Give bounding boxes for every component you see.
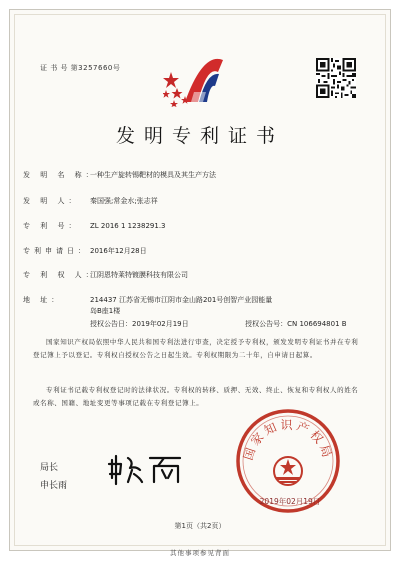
field-value: 江阴恩特莱特镀膜科技有限公司: [90, 271, 188, 279]
footer-note: 其他事项参见背面: [170, 549, 230, 557]
field-value: 一种生产旋转锡靶材的模具及其生产方法: [90, 171, 216, 179]
field-address-continued: [23, 306, 120, 316]
signatory-name: 申长雨: [40, 481, 68, 491]
field-patent-number: [23, 221, 166, 231]
field-value: 214437 江苏省无锡市江阴市金山路201号创智产业园能量: [90, 296, 273, 304]
field-application-date: [23, 246, 147, 256]
field-value: 岛B座1楼: [90, 307, 121, 315]
qr-code-icon: [316, 58, 356, 98]
field-invention-title: [23, 170, 216, 180]
cnipa-emblem-icon: [163, 52, 233, 107]
grant-publication-number: 授权公告号：CN 106694801 B: [245, 320, 347, 328]
field-label: 专 利 权 人：: [23, 271, 97, 279]
paragraph-grant-statement: 国家知识产权局依照中华人民共和国专利法进行审查，决定授予专利权，颁发发明专利证书并在专利登记簿上予以登记。专利权自授权公告之日起生效。专利权期限为二十年，自申请日起算。: [33, 338, 359, 359]
seal-text: 国家知识产权局: [240, 418, 336, 462]
grant-date: 授权公告日：2019年02月19日: [90, 320, 189, 328]
certificate-title: 发明专利证书: [115, 125, 284, 147]
field-label: 发 明 名 称：: [23, 171, 97, 179]
field-label: 专利申请日：: [23, 247, 89, 255]
certificate-number: 证 书 号 第3257660号: [40, 64, 121, 72]
page-indicator: 第1页（共2页）: [174, 522, 226, 530]
field-label: 地 址：: [23, 296, 63, 304]
grant-info: [90, 319, 347, 329]
field-label: 发 明 人：: [23, 197, 80, 205]
handwritten-signature-icon: [106, 452, 186, 486]
field-label: 专 利 号：: [23, 222, 80, 230]
signature-block: [40, 460, 67, 491]
seal-date: 2019年02月19日: [259, 497, 321, 506]
paragraph-register-statement: 专利证书记载专利权登记时的法律状况。专利权的转移、质押、无效、终止、恢复和专利权人的姓名或名称、国籍、地址变更等事项记载在专利登记簿上。: [33, 386, 359, 407]
field-address: [23, 295, 272, 305]
field-value: 秦国强;常金水;张志祥: [90, 197, 158, 205]
field-patentee: [23, 270, 188, 280]
field-value: 2016年12月28日: [90, 247, 147, 255]
field-inventors: [23, 196, 158, 206]
field-value: ZL 2016 1 1238291.3: [90, 222, 166, 230]
signatory-title: 局长: [40, 463, 59, 473]
